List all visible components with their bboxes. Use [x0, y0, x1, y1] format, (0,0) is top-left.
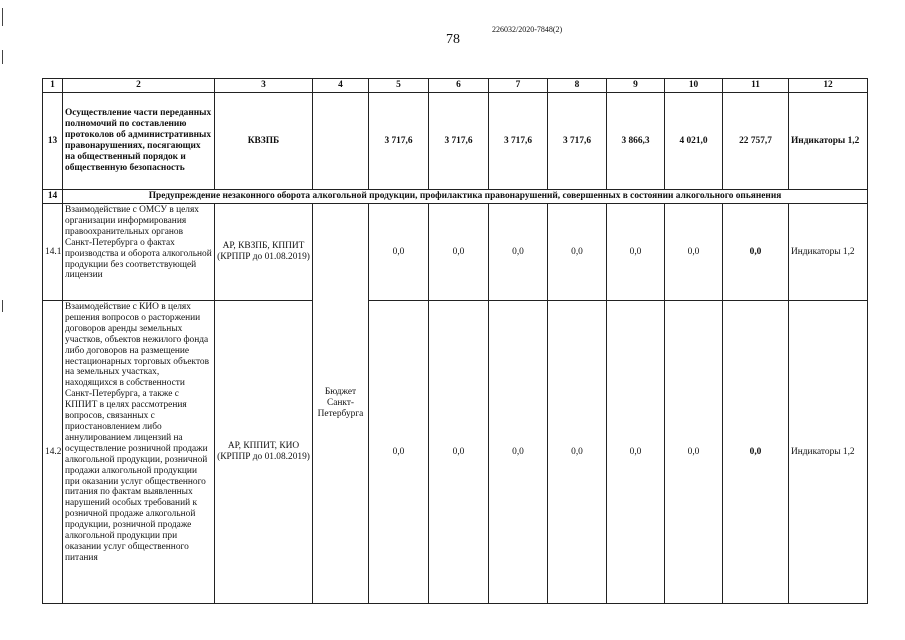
- total-cell: 22 757,7: [723, 93, 789, 190]
- column-number-row: [43, 79, 868, 93]
- table-row: [43, 93, 868, 190]
- row-executor: АР, КППИТ, КИО (КРППР до 01.08.2019): [215, 301, 313, 604]
- table-row: [43, 301, 868, 604]
- section-title: Предупреждение незаконного оборота алкогольной продукции, профилактика правонарушений, совершенных в состоянии алкогольного опьянения: [63, 190, 868, 204]
- row-number: 14.1: [43, 204, 63, 301]
- column-number: 3: [215, 79, 313, 93]
- scan-edge-mark: [2, 50, 3, 64]
- document-id: 226032/2020-7848(2): [492, 25, 563, 34]
- column-number: 5: [369, 79, 429, 93]
- value-cell: 0,0: [369, 204, 429, 301]
- row-executor: КВЗПБ: [215, 93, 313, 190]
- value-cell: 0,0: [665, 204, 723, 301]
- column-number: 2: [63, 79, 215, 93]
- value-cell: 3 717,6: [369, 93, 429, 190]
- funding-source: Бюджет Санкт-Петербурга: [313, 204, 369, 604]
- row-executor: АР, КВЗПБ, КППИТ (КРППР до 01.08.2019): [215, 204, 313, 301]
- column-number: 8: [548, 79, 607, 93]
- column-number: 9: [607, 79, 665, 93]
- row-number: 13: [43, 93, 63, 190]
- indicators-cell: Индикаторы 1,2: [789, 301, 868, 604]
- value-cell: 3 717,6: [489, 93, 548, 190]
- value-cell: 0,0: [489, 301, 548, 604]
- value-cell: 3 866,3: [607, 93, 665, 190]
- indicators-cell: Индикаторы 1,2: [789, 93, 868, 190]
- column-number: 12: [789, 79, 868, 93]
- value-cell: 3 717,6: [548, 93, 607, 190]
- value-cell: 0,0: [369, 301, 429, 604]
- column-number: 7: [489, 79, 548, 93]
- column-number: 11: [723, 79, 789, 93]
- funding-cell-empty: [313, 93, 369, 190]
- row-description: Взаимодействие с КИО в целях решения вопросов о расторжении договоров аренды земельных участков, объектов нежилого фонда либо договоров на размещение нестационарных торговых объектов на земельных участках, находящихся в собственности Санкт-Петербурга, а также с КППИТ в целях рассмотрения вопросов, связанных с приостановлением либо аннулированием лицензий на осуществление розничной продажи алкогольной продукции, розничной продажи алкогольной продукции при оказании услуг общественного питания по фактам выявленных нарушений особых требований к розничной продаже алкогольной продукции, розничной продаже алкогольной продукции при оказании услуг общественного питания: [63, 301, 215, 604]
- row-number: 14.2: [43, 301, 63, 604]
- value-cell: 0,0: [548, 204, 607, 301]
- value-cell: 0,0: [548, 301, 607, 604]
- value-cell: 0,0: [429, 301, 489, 604]
- column-number: 1: [43, 79, 63, 93]
- scan-edge-mark: [2, 300, 3, 312]
- value-cell: 0,0: [607, 204, 665, 301]
- page-number: 78: [446, 32, 460, 47]
- section-row: [43, 190, 868, 204]
- indicators-cell: Индикаторы 1,2: [789, 204, 868, 301]
- value-cell: 0,0: [489, 204, 548, 301]
- column-number: 4: [313, 79, 369, 93]
- value-cell: 0,0: [429, 204, 489, 301]
- row-description: Взаимодействие с ОМСУ в целях организации информирования правоохранительных органов Санкт-Петербурга о фактах производства и оборота алкогольной продукции без соответствующей лицензии: [63, 204, 215, 301]
- program-table: [42, 78, 868, 604]
- scan-edge-mark: [2, 8, 3, 26]
- value-cell: 0,0: [607, 301, 665, 604]
- row-number: 14: [43, 190, 63, 204]
- row-description: Осуществление части переданных полномочий по составлению протоколов об административных правонарушениях, посягающих на общественный порядок и общественную безопасность: [63, 93, 215, 190]
- total-cell: 0,0: [723, 301, 789, 604]
- value-cell: 0,0: [665, 301, 723, 604]
- value-cell: 4 021,0: [665, 93, 723, 190]
- total-cell: 0,0: [723, 204, 789, 301]
- column-number: 10: [665, 79, 723, 93]
- table-row: [43, 204, 868, 301]
- column-number: 6: [429, 79, 489, 93]
- value-cell: 3 717,6: [429, 93, 489, 190]
